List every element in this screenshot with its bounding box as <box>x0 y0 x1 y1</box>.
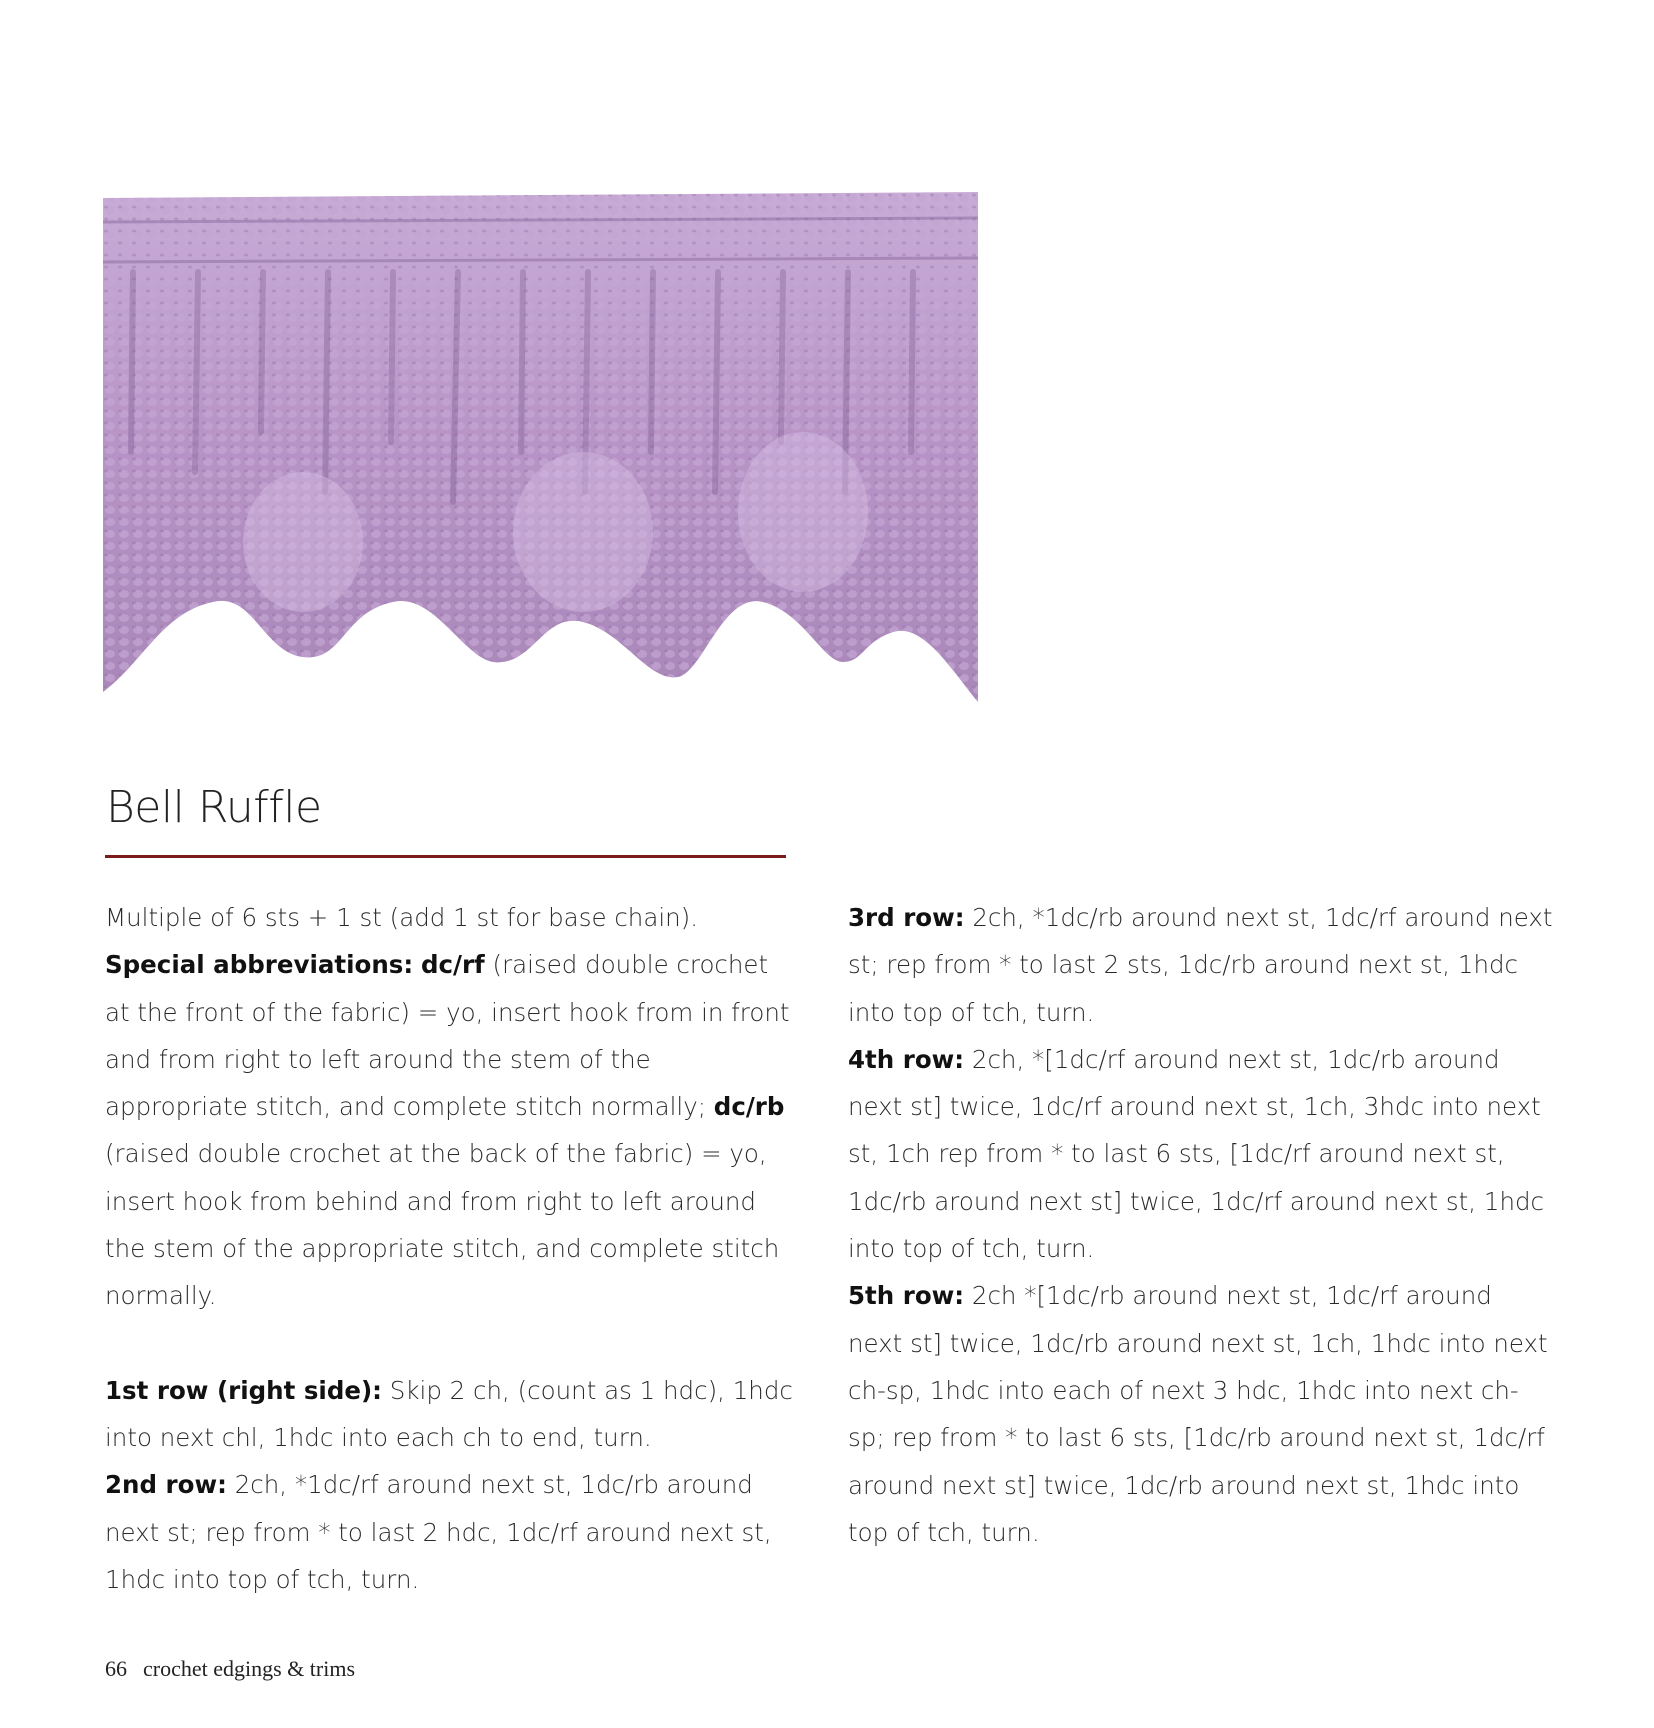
dcrb-definition: (raised double crochet at the back of the fabric) = yo, insert hook from behind and from right to left around the stem of the appropriate stitch, and complete stitch normally. <box>105 1139 780 1311</box>
instructions-right-column <box>848 894 1553 1556</box>
book-title: crochet edgings & trims <box>143 1656 356 1681</box>
stitch-multiple: Multiple of 6 sts + 1 st (add 1 st for base chain). <box>105 903 699 932</box>
row-text: Skip 2 ch, (count as 1 hdc), 1hdc into next chl, 1hdc into each ch to end, turn. <box>105 1375 793 1452</box>
special-abbreviations <box>105 941 795 1319</box>
row-text: 2ch, *1dc/rf around next st, 1dc/rb around next st; rep from * to last 2 hdc, 1dc/rf around next st, 1hdc into top of tch, turn. <box>105 1470 772 1594</box>
row-text: 2ch *[1dc/rb around next st, 1dc/rf around next st] twice, 1dc/rb around next st, 1ch, 1hdc into next ch-sp, 1hdc into each of next 3 hdc, 1hdc into next ch-sp; rep from * to last 6 sts, [1dc/rb around next st, 1dc/rf around next st] twice, 1dc/rb around next st, 1hdc into top of tch, turn. <box>848 1281 1548 1547</box>
row-label: 5th row: <box>848 1281 965 1311</box>
row-instruction <box>848 1272 1553 1556</box>
instructions-left-column <box>105 894 795 1603</box>
dcrf-label: dc/rf <box>420 950 485 980</box>
pattern-title: Bell Ruffle <box>106 782 322 833</box>
row-text: 2ch, *[1dc/rf around next st, 1dc/rb around next st] twice, 1dc/rf around next st, 1ch, 3hdc into next st, 1ch rep from * to last 6 sts, [1dc/rf around next st, 1dc/rb around next st] twice, 1dc/rf around next st, 1hdc into top of tch, turn. <box>848 1044 1544 1264</box>
row-instruction <box>848 894 1553 1036</box>
row-text: 2ch, *1dc/rb around next st, 1dc/rf around next st; rep from * to last 2 sts, 1dc/rb around next st, 1hdc into top of tch, turn. <box>848 903 1553 1027</box>
crochet-swatch-photo <box>103 192 978 702</box>
row-instruction <box>848 1036 1553 1272</box>
row-label: 4th row: <box>848 1044 965 1074</box>
special-abbreviations-label: Special abbreviations: <box>105 950 414 980</box>
row-label: 2nd row: <box>105 1470 227 1500</box>
row-instruction <box>105 1461 795 1603</box>
dcrb-label: dc/rb <box>713 1092 785 1122</box>
row-label: 3rd row: <box>848 903 965 932</box>
crochet-swatch-image <box>103 192 978 702</box>
dcrf-definition: (raised double crochet at the front of the fabric) = yo, insert hook from in front and from right to left around the stem of the appropriate stitch, and complete stitch normally; <box>105 950 790 1122</box>
row-instruction <box>105 1367 795 1462</box>
row-label: 1st row (right side): <box>105 1375 382 1405</box>
page-number: 66 <box>105 1656 127 1681</box>
title-divider <box>105 855 786 858</box>
page-footer <box>105 1656 355 1682</box>
